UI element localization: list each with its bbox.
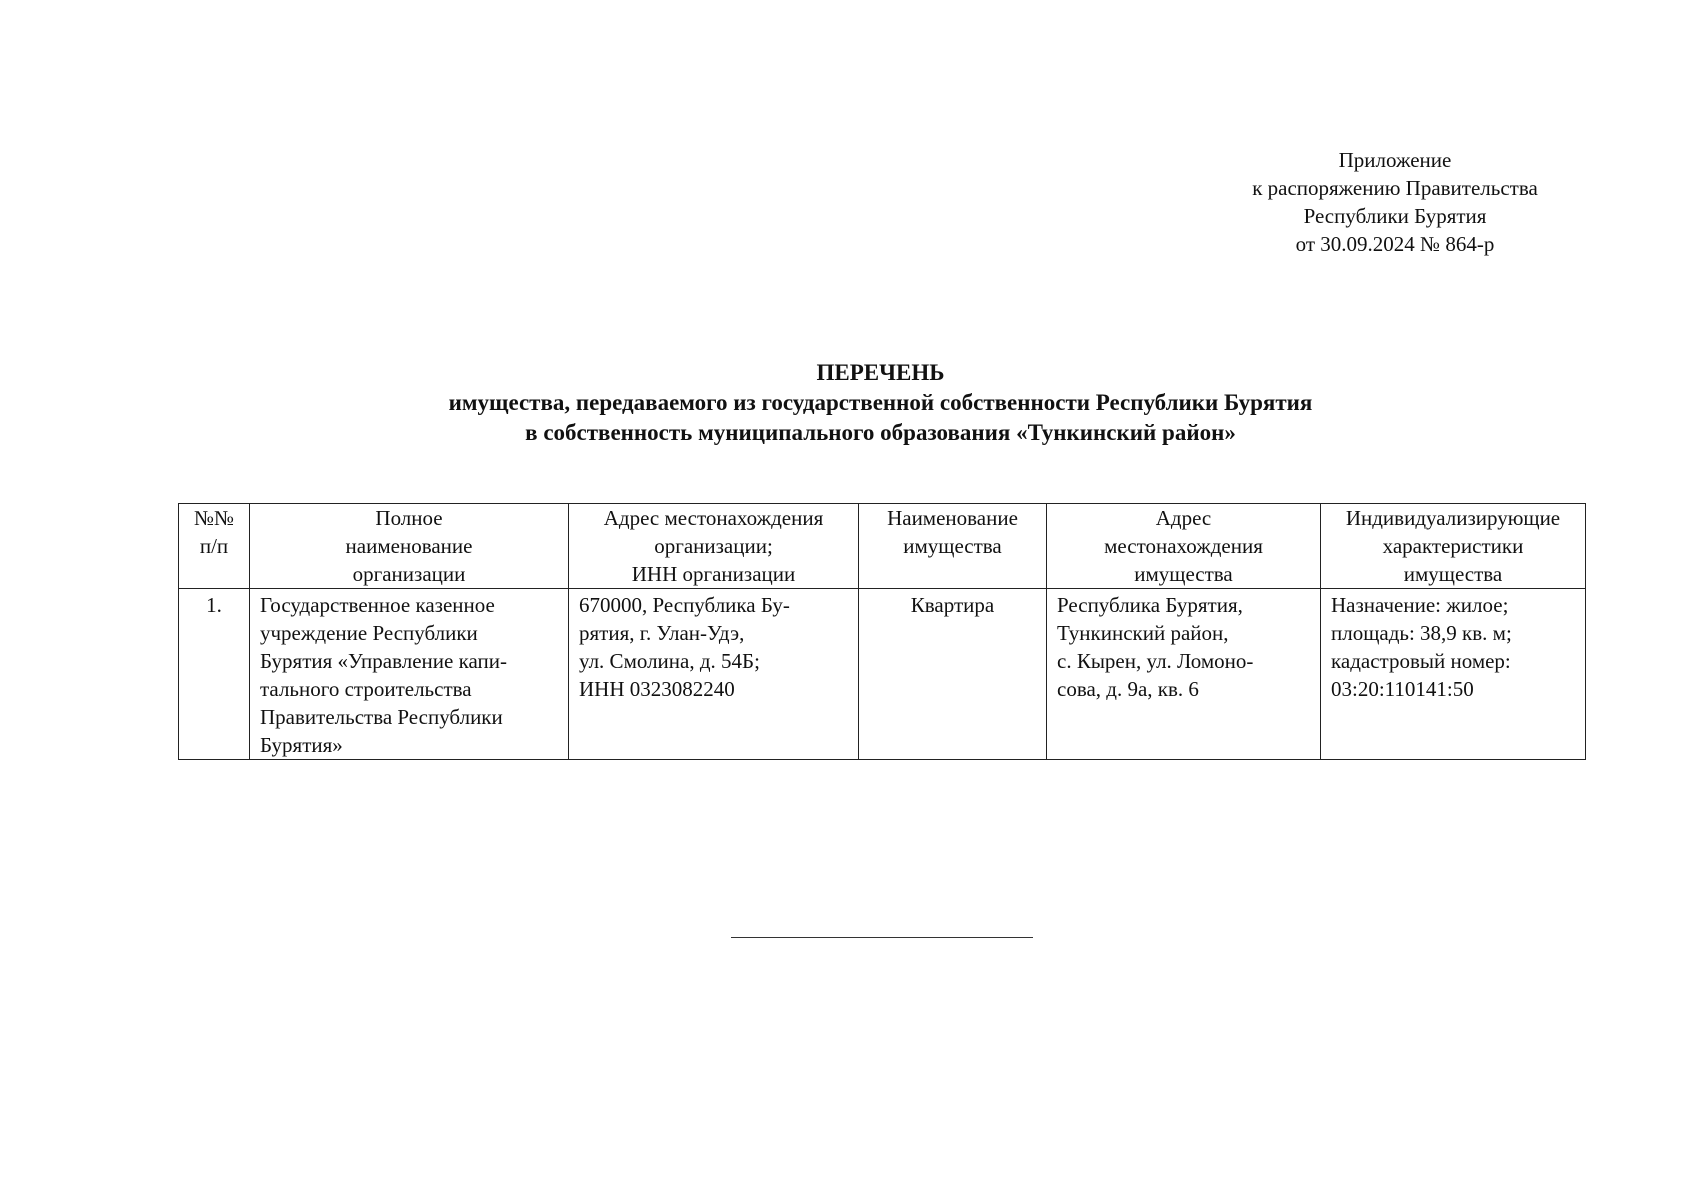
document-subtitle-line: в собственность муниципального образования «Тункинский район» (525, 420, 1236, 445)
header-characteristics: Индивидуализирующие характеристики имущества (1321, 504, 1586, 589)
header-property-address: Адрес местонахождения имущества (1047, 504, 1321, 589)
property-table (178, 503, 1586, 760)
header-property-name: Наименование имущества (859, 504, 1047, 589)
document-subtitle-line: имущества, передаваемого из государственной собственности Республики Бурятия (448, 390, 1313, 415)
cell-number: 1. (179, 589, 250, 760)
appendix-line: Приложение (1338, 148, 1452, 172)
cell-property-address: Республика Бурятия, Тункинский район, с. Кырен, ул. Ломоно- сова, д. 9а, кв. 6 (1047, 589, 1321, 760)
document-heading (0, 358, 1698, 448)
cell-property-name: Квартира (859, 589, 1047, 760)
appendix-line: Республики Бурятия (1303, 204, 1487, 228)
header-organization-address: Адрес местонахождения организации; ИНН организации (569, 504, 859, 589)
table-header-row (179, 504, 1586, 589)
cell-organization-name: Государственное казенное учреждение Республики Бурятия «Управление капи- тального строительства Правительства Республики Бурятия» (250, 589, 569, 760)
closing-rule-line (731, 937, 1033, 938)
header-number: №№ п/п (179, 504, 250, 589)
appendix-line: к распоряжению Правительства (1252, 176, 1538, 200)
cell-organization-address: 670000, Республика Бу- рятия, г. Улан-Удэ, ул. Смолина, д. 54Б; ИНН 0323082240 (569, 589, 859, 760)
document-title: ПЕРЕЧЕНЬ (816, 360, 945, 385)
appendix-line: от 30.09.2024 № 864-р (1295, 232, 1495, 256)
table-row (179, 589, 1586, 760)
cell-characteristics: Назначение: жилое; площадь: 38,9 кв. м; кадастровый номер: 03:20:110141:50 (1321, 589, 1586, 760)
appendix-block (1180, 146, 1610, 258)
header-organization-name: Полное наименование организации (250, 504, 569, 589)
